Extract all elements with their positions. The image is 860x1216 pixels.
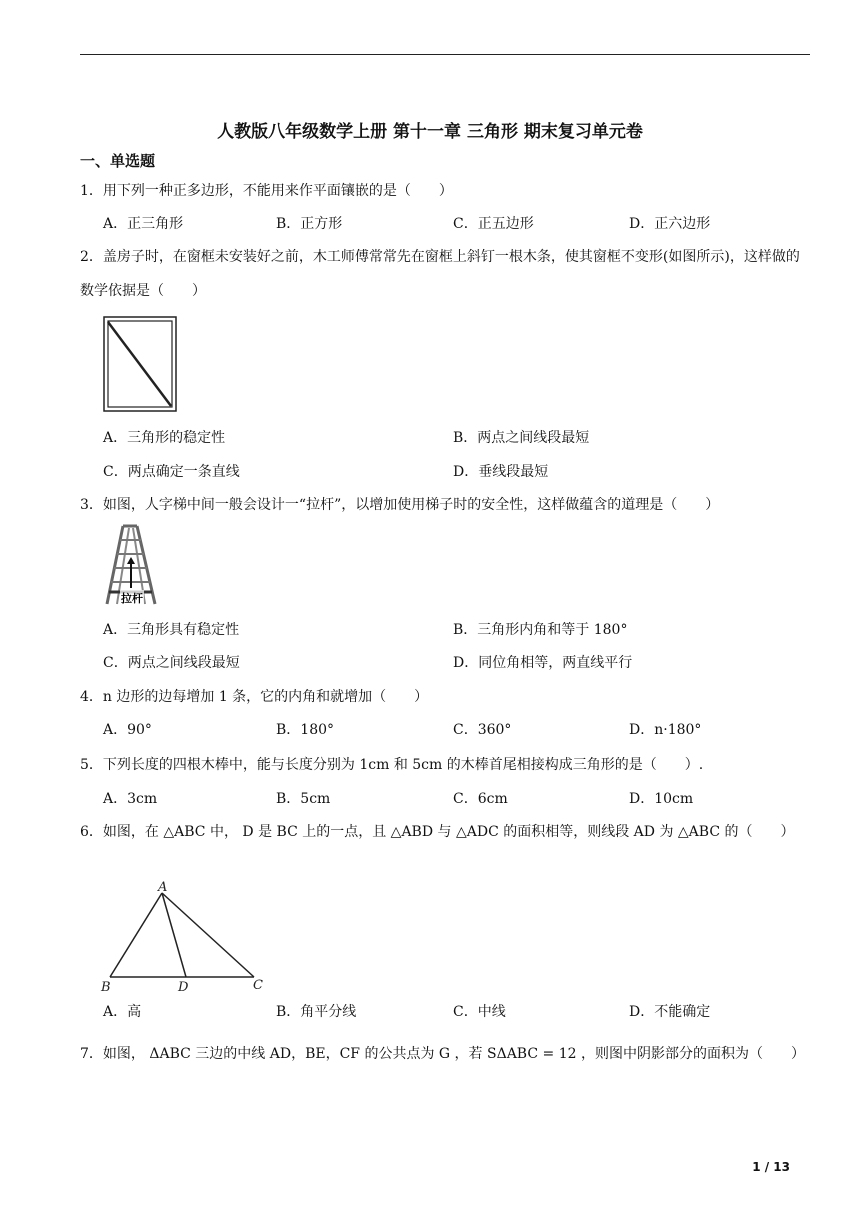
triangle-abd-figure	[98, 878, 270, 996]
ladder-figure	[103, 524, 159, 606]
question-5-stem: 5．下列长度的四根木棒中，能与长度分别为 1cm 和 5cm 的木棒首尾相接构成三角形的是（ ）.	[80, 757, 704, 773]
q6-option-d: D．不能确定	[629, 1004, 711, 1020]
q6-option-c: C．中线	[453, 1004, 506, 1020]
q6-option-b: B．角平分线	[276, 1004, 357, 1020]
q1-option-a: A．正三角形	[103, 216, 184, 232]
ladder-label: 拉杆	[121, 592, 143, 605]
q4-option-b: B．180°	[276, 722, 335, 738]
point-d-label: D	[178, 980, 189, 995]
question-4-stem: 4．n 边形的边每增加 1 条，它的内角和就增加（ ）	[80, 689, 429, 705]
question-2-stem: 2．盖房子时，在窗框未安装好之前，木工师傅常常先在窗框上斜钉一根木条，使其窗框不变形(如图所示)，这样做的数学依据是（ ）	[80, 249, 800, 299]
q6-option-a: A．高	[103, 1004, 142, 1020]
q4-option-a: A．90°	[103, 722, 152, 738]
q3-option-d: D．同位角相等，两直线平行	[453, 655, 633, 671]
q5-option-a: A．3cm	[103, 791, 158, 807]
question-6-stem: 6．如图，在 △ABC 中， D 是 BC 上的一点，且 △ABD 与 △ADC 的面积相等，则线段 AD 为 △ABC 的（ ）	[80, 824, 795, 840]
header-rule	[80, 54, 810, 55]
q2-option-d: D．垂线段最短	[453, 464, 549, 480]
q1-option-c: C．正五边形	[453, 216, 534, 232]
page-number: 1 / 13	[752, 1160, 790, 1174]
section-heading: 一、单选题	[80, 152, 156, 170]
q3-option-a: A．三角形具有稳定性	[103, 622, 240, 638]
q5-option-c: C．6cm	[453, 791, 508, 807]
q1-option-d: D．正六边形	[629, 216, 711, 232]
vertex-a-label: A	[158, 880, 168, 895]
question-7-stem: 7．如图， ΔABC 三边的中线 AD，BE，CF 的公共点为 G ，若 SΔABC = 12 ，则图中阴影部分的面积为（ ）	[80, 1046, 805, 1062]
q1-option-b: B．正方形	[276, 216, 343, 232]
question-1-stem: 1．用下列一种正多边形，不能用来作平面镶嵌的是（ ）	[80, 183, 453, 199]
vertex-b-label: B	[101, 980, 111, 995]
window-frame-figure	[103, 316, 177, 412]
q5-option-b: B．5cm	[276, 791, 331, 807]
q3-option-c: C．两点之间线段最短	[103, 655, 240, 671]
q3-option-b: B．三角形内角和等于 180°	[453, 622, 628, 638]
document-title: 人教版八年级数学上册 第十一章 三角形 期末复习单元卷	[217, 122, 643, 142]
q4-option-d: D．n·180°	[629, 722, 702, 738]
q2-option-c: C．两点确定一条直线	[103, 464, 240, 480]
q5-option-d: D．10cm	[629, 791, 694, 807]
q2-option-b: B．两点之间线段最短	[453, 430, 590, 446]
q4-option-c: C．360°	[453, 722, 512, 738]
q2-option-a: A．三角形的稳定性	[103, 430, 226, 446]
vertex-c-label: C	[253, 978, 263, 993]
question-3-stem: 3．如图，人字梯中间一般会设计一“拉杆”，以增加使用梯子时的安全性，这样做蕴含的道理是（ ）	[80, 497, 720, 513]
